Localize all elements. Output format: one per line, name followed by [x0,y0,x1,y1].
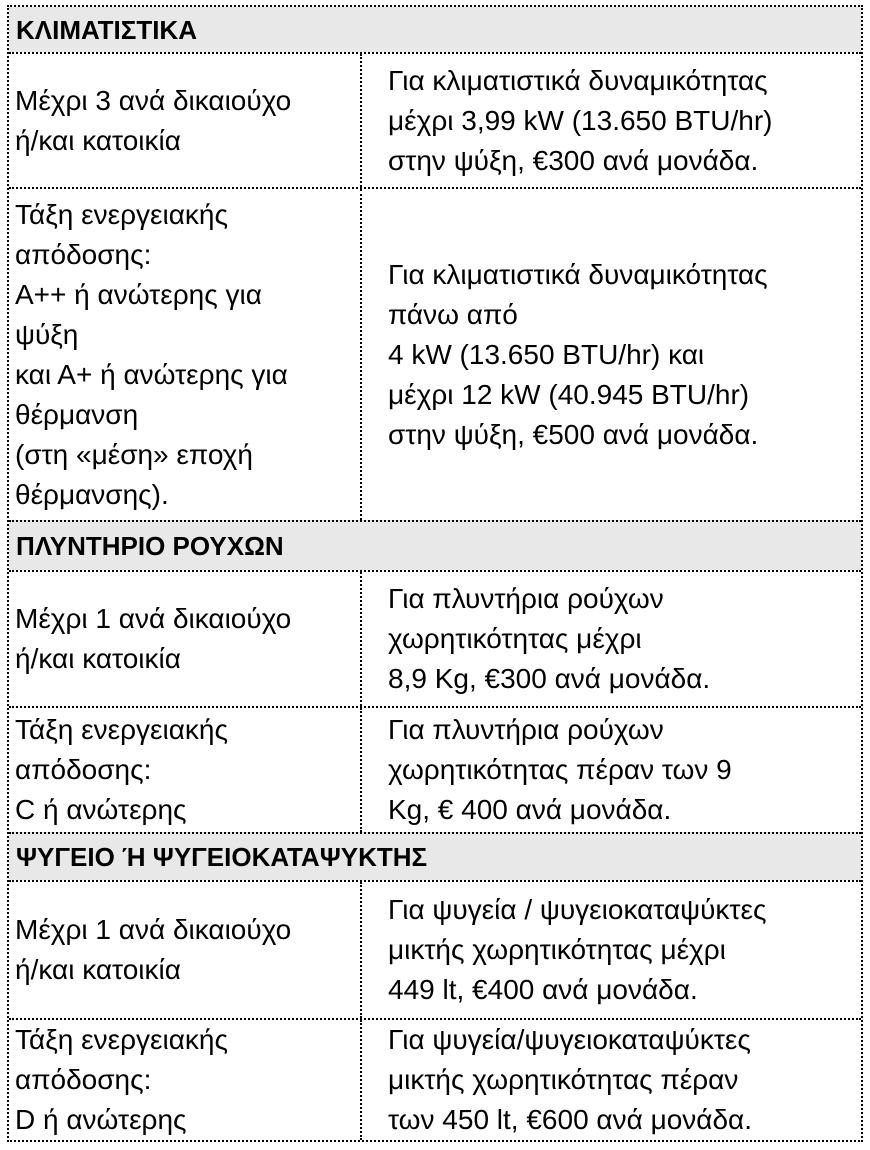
text-line: Μέχρι 1 ανά δικαιούχο [15,603,292,634]
section-title: ΨΥΓΕΙΟ Ή ΨΥΓΕΙΟΚΑΤΑΨΥΚΤΗΣ [16,842,428,872]
eligibility-cell [9,708,360,832]
table-row [9,570,861,706]
subsidy-cell [360,708,861,832]
text-line: πάνω από [388,298,518,330]
text-line: Μέχρι 3 ανά δικαιούχο [15,84,292,116]
table-row [9,706,861,832]
text-line: θέρμανση [15,398,139,430]
text-line: στην ψύξη, €300 ανά μονάδα. [388,144,759,176]
text-line: απόδοσης: [15,1064,152,1095]
text-line: θέρμανσης). [15,478,169,510]
eligibility-cell [9,54,360,187]
cell-text [388,61,772,181]
text-line: Τάξη ενεργειακής [15,198,228,230]
section-header-refrigerator [9,832,861,880]
subsidy-cell [360,54,861,187]
section-header-air-conditioners [9,7,861,52]
text-line: ή/και κατοικία [15,124,181,156]
cell-text [388,579,710,699]
section-title: ΠΛΥΝΤΗΡΙΟ ΡΟΥΧΩΝ [16,531,284,561]
text-line: C ή ανώτερης [15,794,187,825]
text-line: Τάξη ενεργειακής [15,714,228,745]
table-row [9,187,861,520]
text-line: απόδοσης: [15,238,152,270]
text-line: ή/και κατοικία [15,954,181,985]
cell-text [15,599,291,679]
cell-text [15,81,291,161]
text-line: ψύξη [15,318,79,350]
text-line: Για πλυντήρια ρούχων [388,714,664,745]
eligibility-cell [9,572,360,706]
text-line: Για ψυγεία/ψυγειοκαταψύκτες [388,1024,751,1055]
text-line: απόδοσης: [15,754,152,785]
text-line: και Α+ ή ανώτερης για [15,358,288,390]
table-row [9,880,861,1018]
subsidy-cell [360,1020,861,1140]
text-line: μέχρι 12 kW (40.945 BTU/hr) [388,378,750,410]
cell-text [15,195,288,515]
text-line: 8,9 Kg, €300 ανά μονάδα. [388,663,711,694]
text-line: στην ψύξη, €500 ανά μονάδα. [388,418,759,450]
table-row [9,52,861,187]
text-line: (στη «μέση» εποχή [15,438,253,470]
text-line: χωρητικότητας μέχρι [388,623,642,654]
eligibility-cell [9,189,360,520]
text-line: 449 lt, €400 ανά μονάδα. [388,974,698,1005]
text-line: Kg, € 400 ανά μονάδα. [388,794,672,825]
cell-text [388,890,766,1010]
eligibility-cell [9,1020,360,1140]
cell-text [15,710,228,830]
text-line: Για πλυντήρια ρούχων [388,583,664,614]
text-line: Για κλιματιστικά δυναμικότητας [388,64,768,96]
section-header-washing-machine [9,520,861,570]
eligibility-cell [9,882,360,1018]
text-line: μικτής χωρητικότητας πέραν [388,1064,739,1095]
table-row [9,1018,861,1140]
cell-text [388,710,732,830]
text-line: ή/και κατοικία [15,643,181,674]
cell-text [388,1020,752,1140]
text-line: D ή ανώτερης [15,1104,187,1135]
text-line: των 450 lt, €600 ανά μονάδα. [388,1104,753,1135]
section-title: ΚΛΙΜΑΤΙΣΤΙΚΑ [16,14,197,45]
subsidy-cell [360,189,861,520]
cell-text [15,910,291,990]
text-line: Για ψυγεία / ψυγειοκαταψύκτες [388,894,767,925]
text-line: Α++ ή ανώτερης για [15,278,262,310]
cell-text [15,1020,228,1140]
text-line: Για κλιματιστικά δυναμικότητας [388,258,768,290]
text-line: χωρητικότητας πέραν των 9 [388,754,732,785]
text-line: Μέχρι 1 ανά δικαιούχο [15,914,292,945]
incentives-table [7,5,863,1142]
subsidy-cell [360,572,861,706]
text-line: 4 kW (13.650 BTU/hr) και [388,338,705,370]
subsidy-cell [360,882,861,1018]
text-line: μικτής χωρητικότητας μέχρι [388,934,726,965]
text-line: μέχρι 3,99 kW (13.650 BTU/hr) [388,104,773,136]
cell-text [388,255,768,455]
text-line: Τάξη ενεργειακής [15,1024,228,1055]
